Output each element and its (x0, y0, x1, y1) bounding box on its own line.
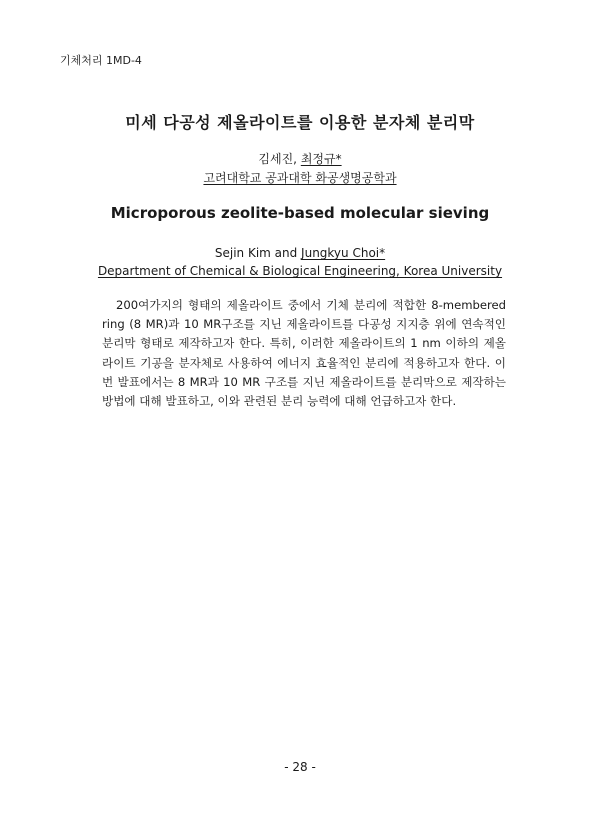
korean-affiliation: 고려대학교 공과대학 화공생명공학과 (203, 171, 397, 185)
korean-author-names: 김세진, (258, 152, 301, 166)
english-affiliation: Department of Chemical & Biological Engineering, Korea University (97, 264, 503, 278)
page-number: - 28 - (284, 760, 316, 774)
english-authors (0, 246, 600, 260)
korean-corresponding-author: 최정규* (300, 152, 342, 166)
abstract-line: 방법에 대해 발표하고, 이와 관련된 분리 능력에 대해 언급하고자 한다. (102, 394, 457, 409)
korean-title: 미세 다공성 제올라이트를 이용한 분자체 분리막 (125, 113, 475, 132)
session-label: 기체처리 1MD-4 (60, 54, 142, 67)
abstract-line: 200여가지의 형태의 제올라이트 중에서 기체 분리에 적합한 8-membered (116, 298, 506, 312)
english-title: Microporous zeolite-based molecular sieving (110, 204, 490, 222)
abstract-line: 라이트 기공을 분자체로 사용하여 에너지 효율적인 분리에 적용하고자 한다. 이 (102, 355, 506, 370)
abstract-body (102, 296, 506, 411)
abstract-line: 번 발표에서는 8 MR과 10 MR 구조를 지닌 제올라이트를 분리막으로 제작하는 (102, 374, 506, 389)
abstract-line: ring (8 MR)과 10 MR구조를 지닌 제올라이트를 다공성 지지층 위에 연속적인 (102, 317, 506, 332)
english-corresponding-author: Jungkyu Choi* (301, 246, 386, 260)
abstract-line: 분리막 형태로 제작하고자 한다. 특히, 이러한 제올라이트의 1 nm 이하의 제올 (102, 336, 506, 351)
korean-authors (0, 150, 600, 167)
english-author-names: Sejin Kim and (214, 246, 302, 260)
